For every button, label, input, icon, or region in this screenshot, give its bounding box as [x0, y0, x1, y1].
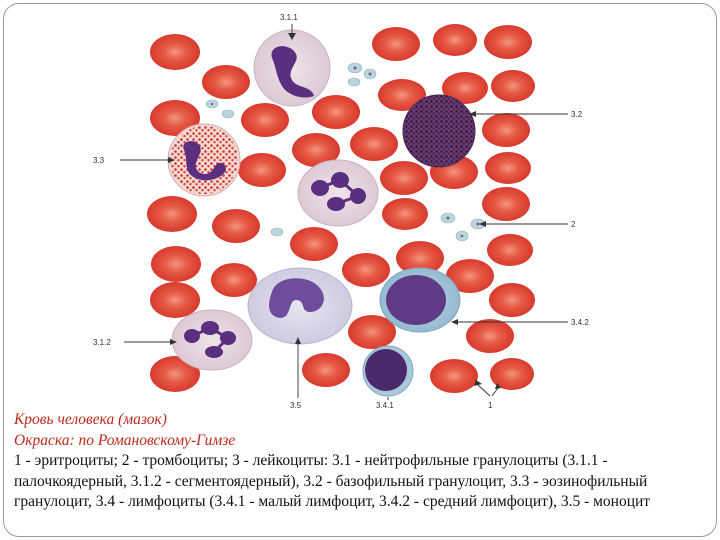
erythrocyte: [211, 263, 257, 297]
label-3-2: 3.2: [571, 110, 583, 119]
label-2: 2: [571, 220, 576, 229]
eosinophil: [168, 124, 240, 196]
platelet: [271, 228, 283, 236]
erythrocyte: [382, 198, 428, 230]
erythrocyte: [290, 227, 338, 261]
erythrocyte: [430, 359, 478, 393]
monocyte: [248, 268, 352, 344]
label-1: 1: [488, 401, 493, 410]
erythrocyte: [380, 161, 428, 195]
small-lymphocyte: [363, 346, 413, 396]
caption-legend: 1 - эритроциты; 2 - тромбоциты; 3 - лейкоциты: 3.1 - нейтрофильные гранулоциты (3.1.1 - палочкоядерный, 3.1.2 - сегментоядерный), 3.2 - базофильный гранулоцит, 3.3 - эозинофильный гранулоцит, 3.4 - лимфоциты (3.4.1 - малый лимфоцит, 3.4.2 - средний лимфоцит), 3.5 - моноцит: [14, 452, 651, 510]
band-neutrophil: [254, 30, 330, 106]
platelet: [222, 110, 234, 118]
platelet: [348, 78, 360, 86]
label-3-3: 3.3: [93, 156, 105, 165]
erythrocyte: [147, 196, 197, 232]
label-3-4-1: 3.4.1: [376, 401, 394, 410]
erythrocyte: [484, 25, 532, 59]
erythrocyte: [491, 70, 535, 102]
erythrocyte: [212, 209, 260, 243]
erythrocyte: [151, 246, 201, 282]
erythrocyte: [487, 234, 533, 266]
erythrocyte: [466, 319, 514, 353]
erythrocyte: [312, 95, 360, 129]
erythrocyte: [482, 187, 530, 221]
erythrocyte: [342, 253, 390, 287]
erythrocyte: [489, 283, 535, 317]
segmented-neutrophil: [172, 310, 252, 370]
erythrocyte: [202, 65, 250, 99]
label-3-5: 3.5: [290, 401, 302, 410]
erythrocyte: [238, 153, 286, 187]
erythrocyte: [372, 27, 420, 61]
erythrocyte: [302, 353, 350, 387]
label-3-1-2: 3.1.2: [93, 338, 111, 347]
caption-stain: Окраска: по Романовскому-Гимзе: [14, 431, 236, 449]
erythrocyte: [150, 34, 200, 70]
medium-lymphocyte: [380, 268, 460, 332]
label-3-1-1: 3.1.1: [280, 13, 298, 22]
caption-title: Кровь человека (мазок): [14, 411, 167, 428]
erythrocyte: [241, 103, 289, 137]
erythrocyte: [482, 113, 530, 147]
erythrocyte: [150, 282, 200, 318]
erythrocyte: [485, 152, 531, 184]
erythrocyte: [350, 127, 398, 161]
erythrocyte: [433, 24, 477, 56]
segmented-neutrophil: [298, 160, 378, 226]
basophil: [403, 95, 475, 167]
caption: [14, 410, 702, 513]
label-3-4-2: 3.4.2: [571, 318, 589, 327]
